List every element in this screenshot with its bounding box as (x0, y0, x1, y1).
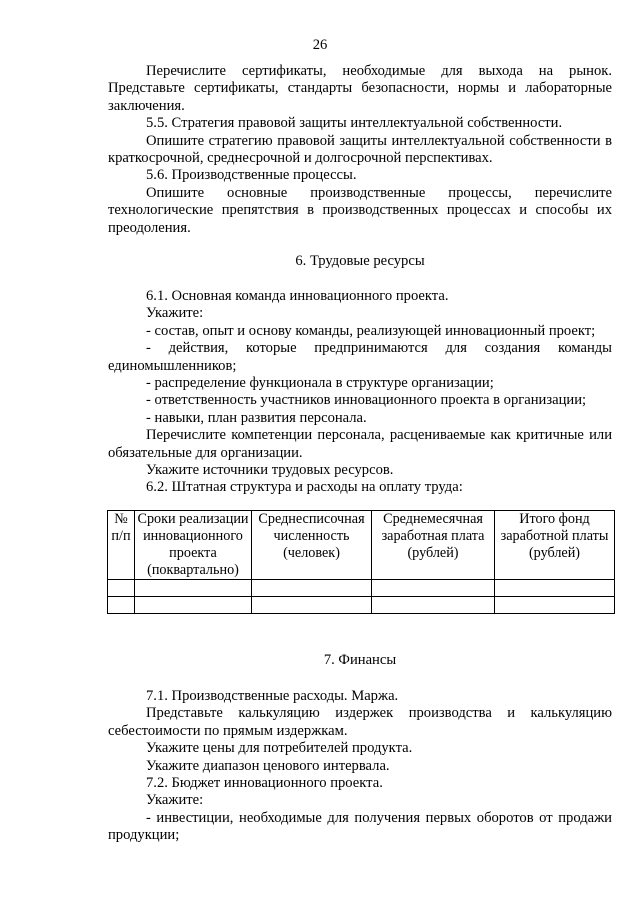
sources-paragraph: Укажите источники трудовых ресурсов. (146, 462, 394, 479)
subsection-5-6-heading: 5.6. Производственные процессы. (146, 167, 357, 184)
team-list-item: - состав, опыт и основу команды, реализующей инновационный проект; (146, 322, 596, 339)
column-header-payroll: Итого фонд заработной платы (рублей) (495, 511, 615, 580)
section-5-continuation (108, 63, 612, 237)
price-range-paragraph: Укажите диапазон ценового интервала. (146, 757, 390, 774)
costing-paragraph: Представьте калькуляцию издержек производства и калькуляцию себестоимости по прямым издержкам. (108, 705, 612, 739)
section-7-title: 7. Финансы (323, 652, 397, 668)
team-list-item: - ответственность участников инновационного проекта в организации; (146, 392, 587, 409)
column-header-period: Сроки реализации инновационного проекта (поквартально) (135, 511, 252, 580)
team-list-item: - навыки, план развития персонала. (146, 409, 367, 426)
subsection-6-2-heading: 6.2. Штатная структура и расходы на оплату труда: (146, 479, 463, 496)
column-header-number: № п/п (108, 511, 135, 580)
certificates-paragraph: Перечислите сертификаты, необходимые для выхода на рынок. Представьте сертификаты, стандарты безопасности, нормы и лабораторные заключения. (108, 63, 612, 114)
ip-strategy-paragraph: Опишите стратегию правовой защиты интеллектуальной собственности в краткосрочной, среднесрочной и долгосрочной перспективах. (108, 132, 612, 167)
table-cell (108, 597, 135, 614)
column-header-salary: Среднемесячная заработная плата (рублей) (372, 511, 495, 580)
team-list-item: - действия, которые предпринимаются для создания команды единомышленников; (108, 340, 612, 374)
table-cell (252, 597, 372, 614)
table-cell (495, 597, 615, 614)
table-cell (135, 580, 252, 597)
table-cell (252, 580, 372, 597)
section-6-title: 6. Трудовые ресурсы (295, 253, 425, 269)
column-header-headcount: Среднесписочная численность (человек) (252, 511, 372, 580)
table-cell (372, 580, 495, 597)
competence-paragraph: Перечислите компетенции персонала, расцениваемые как критичные или обязательные для организации. (108, 427, 612, 461)
table-header-row (108, 511, 615, 580)
subsection-6-1-heading: 6.1. Основная команда инновационного проекта. (146, 288, 449, 304)
staff-structure-table (107, 510, 615, 614)
budget-list-item: - инвестиции, необходимые для получения первых оборотов от продажи продукции; (108, 809, 612, 844)
page-number: 26 (312, 37, 328, 53)
table-cell (108, 580, 135, 597)
table-cell (372, 597, 495, 614)
production-paragraph: Опишите основные производственные процессы, перечислите технологические препятствия в производственных процессах и способы их преодоления. (108, 184, 612, 236)
indicate-label: Укажите: (146, 792, 204, 809)
indicate-label: Укажите: (146, 305, 204, 322)
team-list-item: - распределение функционала в структуре организации; (146, 375, 494, 392)
subsection-7-2-heading: 7.2. Бюджет инновационного проекта. (146, 775, 383, 792)
section-7-body (108, 688, 612, 845)
table-cell (135, 597, 252, 614)
subsection-7-1-heading: 7.1. Производственные расходы. Маржа. (146, 688, 399, 704)
table-row (108, 597, 615, 614)
table-cell (495, 580, 615, 597)
subsection-5-5-heading: 5.5. Стратегия правовой защиты интеллектуальной собственности. (146, 115, 563, 132)
table-row (108, 580, 615, 597)
prices-paragraph: Укажите цены для потребителей продукта. (146, 740, 413, 757)
section-6-body (108, 288, 612, 497)
